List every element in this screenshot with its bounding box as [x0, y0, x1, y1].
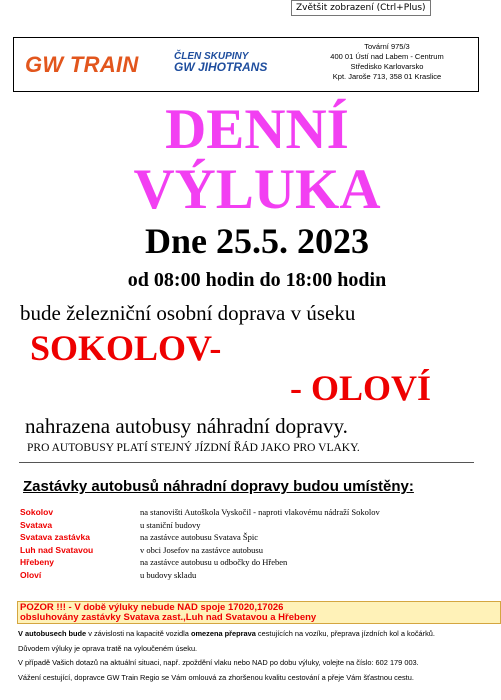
address-line: Tovární 975/3	[364, 42, 410, 51]
group-name: GW JIHOTRANS	[174, 60, 268, 74]
stop-name: Sokolov	[20, 507, 54, 517]
warning-line-2: obsluhovány zastávky Svatava zast.,Luh nad Svatavou a Hřebeny	[20, 612, 317, 623]
group-membership	[174, 51, 267, 73]
bus-capacity-note	[18, 629, 494, 639]
closure-time: od 08:00 hodin do 18:00 hodin	[127, 269, 387, 291]
stops-heading: Zastávky autobusů náhradní dopravy budou umístěny:	[23, 478, 414, 495]
stop-name: Svatava zastávka	[20, 532, 90, 543]
stop-row	[20, 532, 490, 545]
bus-restriction: omezena přeprava	[190, 629, 256, 638]
intro-text: bude železniční osobní doprava v úseku	[20, 301, 356, 325]
bus-mid: v závislosti na kapacitě vozidla	[86, 629, 191, 638]
replacement-text: nahrazena autobusy náhradní dopravy.	[25, 414, 348, 438]
stops-list	[20, 507, 490, 583]
route-end: - OLOVÍ	[290, 368, 432, 408]
stop-row	[20, 520, 490, 533]
stop-name: Luh nad Svatavou	[20, 544, 94, 555]
stop-name: Svatava	[20, 519, 53, 530]
company-address	[302, 42, 472, 82]
title-line-2: VÝLUKA	[133, 158, 381, 221]
stop-name: Oloví	[20, 569, 42, 580]
route-start: SOKOLOV-	[30, 328, 222, 368]
zoom-tooltip: Zvětšit zobrazení (Ctrl+Plus)	[291, 0, 431, 16]
bus-lead: V autobusech bude	[18, 629, 87, 638]
stop-location: na zastávce autobusu u odbočky do Hřeben	[140, 557, 288, 568]
stop-row	[20, 557, 490, 570]
group-label: ČLEN SKUPINY	[174, 51, 249, 62]
warning-line-1: POZOR !!! - V době výluky nebude NAD spoje 17020,17026	[20, 602, 284, 613]
stop-location: u staniční budovy	[140, 519, 201, 530]
schedule-note: PRO AUTOBUSY PLATÍ STEJNÝ JÍZDNÍ ŘÁD JAKO PRO VLAKY.	[27, 442, 360, 454]
closure-date: Dne 25.5. 2023	[145, 221, 369, 261]
bus-rest: cestujících na vozíku, přeprava jízdních kol a kočárků.	[255, 629, 435, 638]
divider	[19, 462, 474, 463]
address-line: Středisko Karlovarsko	[350, 62, 424, 71]
stop-location: na zastávce autobusu Svatava Špic	[140, 532, 259, 543]
address-line: 400 01 Ústí nad Labem - Centrum	[330, 52, 444, 61]
stop-location: na stanovišti Autoškola Vyskočil - naproti vlakovému nádraží Sokolov	[140, 507, 380, 517]
notice-page	[13, 37, 501, 700]
gw-train-logo: GW TRAIN	[25, 52, 139, 77]
address-line: Kpt. Jaroše 713, 358 01 Kraslice	[332, 72, 442, 81]
stop-row	[20, 507, 490, 520]
footer-notes	[18, 629, 494, 687]
stop-name: Hřebeny	[20, 557, 55, 568]
stop-row	[20, 545, 490, 558]
stop-location: v obci Josefov na zastávce autobusu	[140, 544, 263, 555]
apology-text: Vážení cestující, dopravce GW Train Regio se Vám omlouvá za zhoršenou kvalitu cestování a přeje Vám šťastnou cestu.	[18, 672, 414, 682]
contact-info: V případě Vašich dotazů na aktuální situaci, např. zpoždění vlaku nebo NAD po dobu výluky, volejte na číslo: 602 179 003.	[18, 658, 419, 668]
stop-location: u budovy skladu	[140, 569, 197, 580]
closure-reason: Důvodem výluky je oprava tratě na vyloučeném úseku.	[18, 643, 198, 653]
warning-notice	[17, 601, 501, 624]
stop-row	[20, 570, 490, 583]
title-line-1: DENNÍ	[165, 98, 349, 161]
letterhead	[13, 37, 479, 92]
